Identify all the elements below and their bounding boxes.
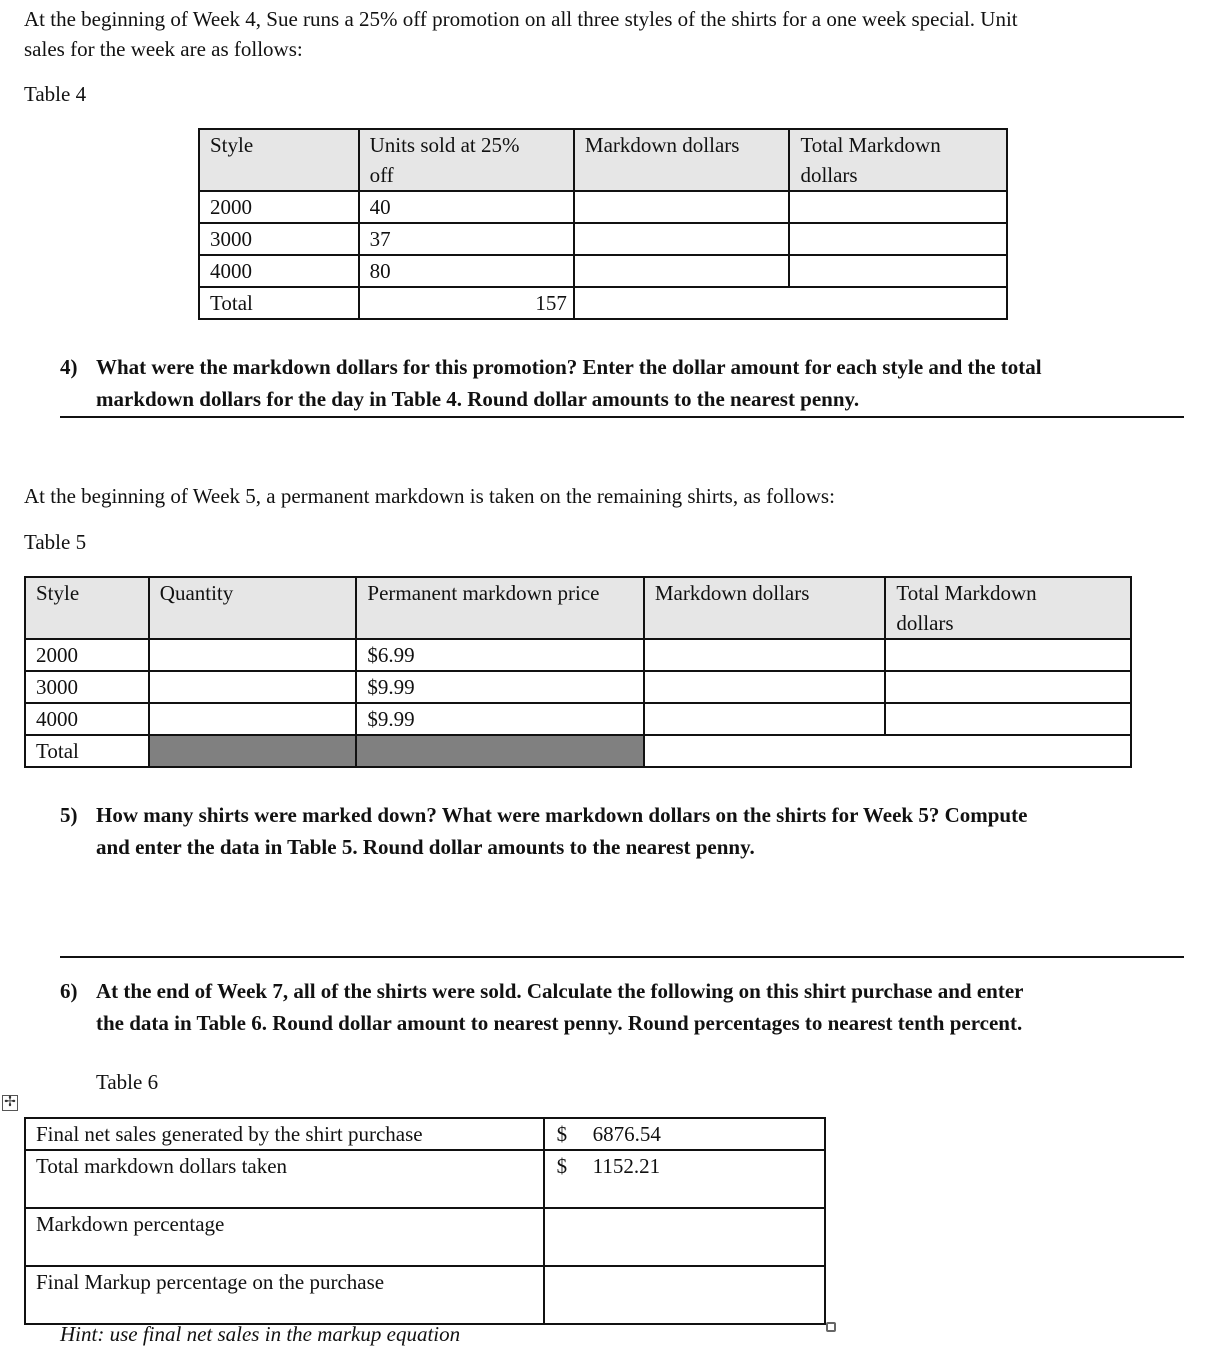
table5-price-cell: $9.99 [356, 703, 643, 735]
table4-markdown-cell[interactable] [574, 255, 790, 287]
table5-total-markdown-cell[interactable] [644, 735, 1131, 767]
question-5 [60, 799, 1190, 863]
table-row [25, 1266, 825, 1324]
table5-markdown-cell[interactable] [644, 639, 886, 671]
table6-value: 6876.54 [592, 1122, 661, 1146]
table-row [199, 223, 1007, 255]
table-row [25, 639, 1131, 671]
answer-line-5 [60, 956, 1184, 958]
table-row [25, 1150, 825, 1208]
answer-line-4 [60, 416, 1184, 418]
table5-style-cell: 3000 [25, 671, 149, 703]
table5-price-cell: $9.99 [356, 671, 643, 703]
table4-total-units: 157 [359, 287, 574, 319]
table4-header-total-markdown: Total Markdown dollars [789, 129, 1007, 191]
table4-total-markdown-cell[interactable] [789, 191, 1007, 223]
question-4 [60, 351, 1190, 415]
intro-week4-line1: At the beginning of Week 4, Sue runs a 25% off promotion on all three styles of the shirts for a one week special. Unit [24, 7, 1018, 31]
table6-label: Table 6 [96, 1070, 159, 1094]
table6-hint: Hint: use final net sales in the markup equation [60, 1322, 461, 1346]
table4-markdown-cell[interactable] [574, 191, 790, 223]
table5-quantity-cell[interactable] [149, 703, 357, 735]
question-4-line1: What were the markdown dollars for this promotion? Enter the dollar amount for each style and the total [96, 355, 1042, 379]
table5-header-markdown: Markdown dollars [644, 577, 886, 639]
table5-style-cell: 4000 [25, 703, 149, 735]
table5-header-price: Permanent markdown price [356, 577, 643, 639]
move-handle-icon[interactable]: ✢ [2, 1095, 18, 1111]
table5-label: Table 5 [24, 530, 87, 554]
intro-week4-line2: sales for the week are as follows: [24, 37, 303, 61]
table5-style-cell: 2000 [25, 639, 149, 671]
table4-header-style: Style [199, 129, 359, 191]
table4-units-cell: 37 [359, 223, 574, 255]
table4-units-cell: 80 [359, 255, 574, 287]
table5-header-style: Style [25, 577, 149, 639]
table6-value-cell[interactable] [544, 1208, 825, 1266]
table4-total-markdown-cell[interactable] [574, 287, 1007, 319]
table6-label-cell: Total markdown dollars taken [25, 1150, 544, 1208]
table6-value: 1152.21 [592, 1154, 661, 1178]
table-row [25, 671, 1131, 703]
table4-header-markdown: Markdown dollars [574, 129, 790, 191]
table-row [199, 255, 1007, 287]
table5-markdown-cell[interactable] [644, 671, 886, 703]
table6-value-cell[interactable] [544, 1150, 825, 1208]
question-5-line2: and enter the data in Table 5. Round dollar amounts to the nearest penny. [96, 835, 755, 859]
table5-price-cell: $6.99 [356, 639, 643, 671]
table6-label-cell: Markdown percentage [25, 1208, 544, 1266]
table5-total-quantity-shaded [149, 735, 357, 767]
table4-total-row [199, 287, 1007, 319]
question-6-line1: At the end of Week 7, all of the shirts were sold. Calculate the following on this shirt purchase and enter [96, 979, 1024, 1003]
table-row [25, 1208, 825, 1266]
table4 [198, 128, 1008, 320]
table5-total-row [25, 735, 1131, 767]
intro-week4 [24, 4, 1194, 64]
table5-total-markdown-cell[interactable] [885, 671, 1131, 703]
table6-label-cell: Final net sales generated by the shirt purchase [25, 1118, 544, 1150]
table5-total-markdown-cell[interactable] [885, 639, 1131, 671]
table5-markdown-cell[interactable] [644, 703, 886, 735]
question-6 [60, 975, 1190, 1039]
question-6-line2: the data in Table 6. Round dollar amount to nearest penny. Round percentages to nearest tenth percent. [96, 1011, 1023, 1035]
intro-week5: At the beginning of Week 5, a permanent markdown is taken on the remaining shirts, as follows: [24, 484, 835, 508]
table6 [24, 1117, 826, 1325]
table5-quantity-cell[interactable] [149, 671, 357, 703]
table6-label-cell: Final Markup percentage on the purchase [25, 1266, 544, 1324]
question-4-number: 4) [60, 355, 78, 379]
table4-total-markdown-cell[interactable] [789, 223, 1007, 255]
table-row [25, 1118, 825, 1150]
table-row [199, 191, 1007, 223]
table4-style-cell: 4000 [199, 255, 359, 287]
table5-total-markdown-cell[interactable] [885, 703, 1131, 735]
question-4-line2: markdown dollars for the day in Table 4. Round dollar amounts to the nearest penny. [96, 387, 860, 411]
table4-total-markdown-cell[interactable] [789, 255, 1007, 287]
table4-header-units: Units sold at 25% off [359, 129, 574, 191]
currency-symbol: $ [556, 1154, 568, 1178]
table4-style-cell: 2000 [199, 191, 359, 223]
table5-quantity-cell[interactable] [149, 639, 357, 671]
table4-label: Table 4 [24, 82, 87, 106]
table5-header-quantity: Quantity [149, 577, 357, 639]
table5-total-label: Total [25, 735, 149, 767]
table6-value-cell[interactable] [544, 1266, 825, 1324]
table4-units-cell: 40 [359, 191, 574, 223]
table4-header-row [199, 129, 1007, 191]
table5-total-price-shaded [356, 735, 643, 767]
table4-total-label: Total [199, 287, 359, 319]
currency-symbol: $ [556, 1122, 568, 1146]
table-row [25, 703, 1131, 735]
resize-handle-icon[interactable] [826, 1322, 836, 1332]
table6-value-cell[interactable] [544, 1118, 825, 1150]
table5-header-row [25, 577, 1131, 639]
table4-markdown-cell[interactable] [574, 223, 790, 255]
question-6-number: 6) [60, 979, 78, 1003]
question-5-number: 5) [60, 803, 78, 827]
question-5-line1: How many shirts were marked down? What were markdown dollars on the shirts for Week 5? Compute [96, 803, 1028, 827]
table5-header-total-markdown: Total Markdown dollars [885, 577, 1131, 639]
table5 [24, 576, 1132, 768]
table4-style-cell: 3000 [199, 223, 359, 255]
